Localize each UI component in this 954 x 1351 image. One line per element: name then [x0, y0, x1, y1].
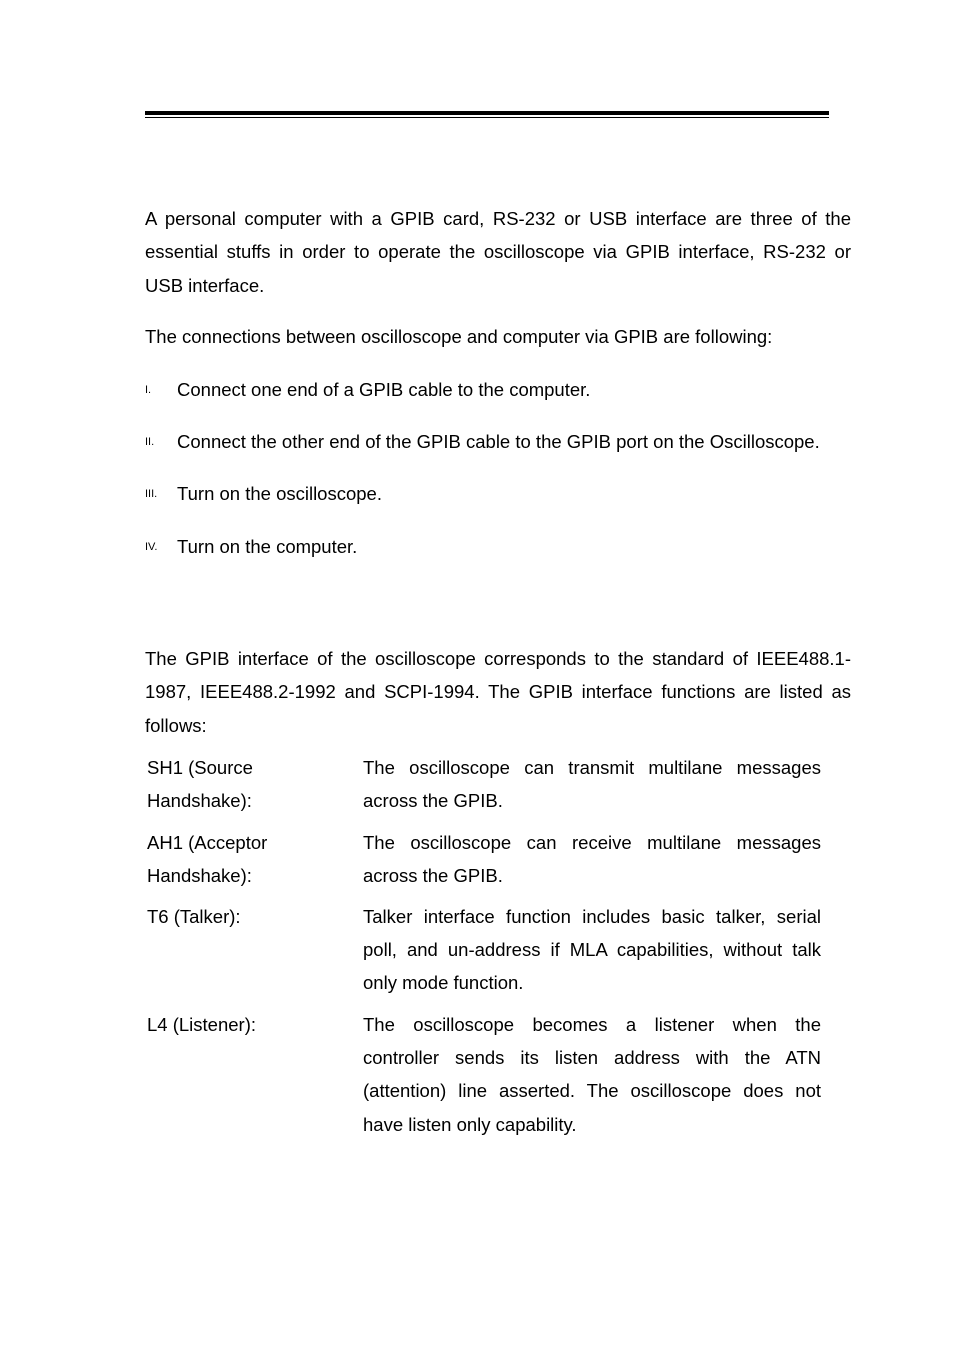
function-label-sh1: SH1 (Source Handshake): [147, 757, 253, 812]
step-number: I. [145, 384, 152, 396]
header-rule-thin [145, 117, 829, 118]
step-number: II. [145, 436, 155, 448]
function-label-t6: T6 (Talker): [147, 906, 241, 927]
function-desc-t6: Talker interface function includes basic talker, serial poll, and un-address if MLA capabilities, without talk only mode function. [363, 906, 821, 994]
header-rule-thick [145, 111, 829, 115]
step-number: IV. [145, 541, 158, 553]
step-text: Turn on the computer. [177, 536, 358, 557]
intro-paragraph: A personal computer with a GPIB card, RS-232 or USB interface are three of the essential stuffs in order to operate the oscilloscope via GPIB interface, RS-232 or USB interface. [145, 208, 851, 296]
connections-heading: The connections between oscilloscope and computer via GPIB are following: [145, 326, 773, 347]
function-desc-ah1: The oscilloscope can receive multilane messages across the GPIB. [363, 832, 821, 887]
gpib-paragraph: The GPIB interface of the oscilloscope corresponds to the standard of IEEE488.1-1987, IEEE488.2-1992 and SCPI-1994. The GPIB interface functions are listed as follows: [145, 648, 851, 736]
function-label-ah1: AH1 (Acceptor Handshake): [147, 832, 268, 887]
function-desc-l4: The oscilloscope becomes a listener when the controller sends its listen address with the ATN (attention) line asserted. The oscilloscope does not have listen only capability. [363, 1014, 821, 1135]
function-desc-sh1: The oscilloscope can transmit multilane messages across the GPIB. [363, 757, 821, 812]
step-text: Turn on the oscilloscope. [177, 483, 382, 504]
step-text: Connect one end of a GPIB cable to the computer. [177, 379, 591, 400]
function-label-l4: L4 (Listener): [147, 1014, 256, 1035]
step-text: Connect the other end of the GPIB cable to the GPIB port on the Oscilloscope. [177, 431, 820, 452]
step-number: III. [145, 488, 158, 500]
